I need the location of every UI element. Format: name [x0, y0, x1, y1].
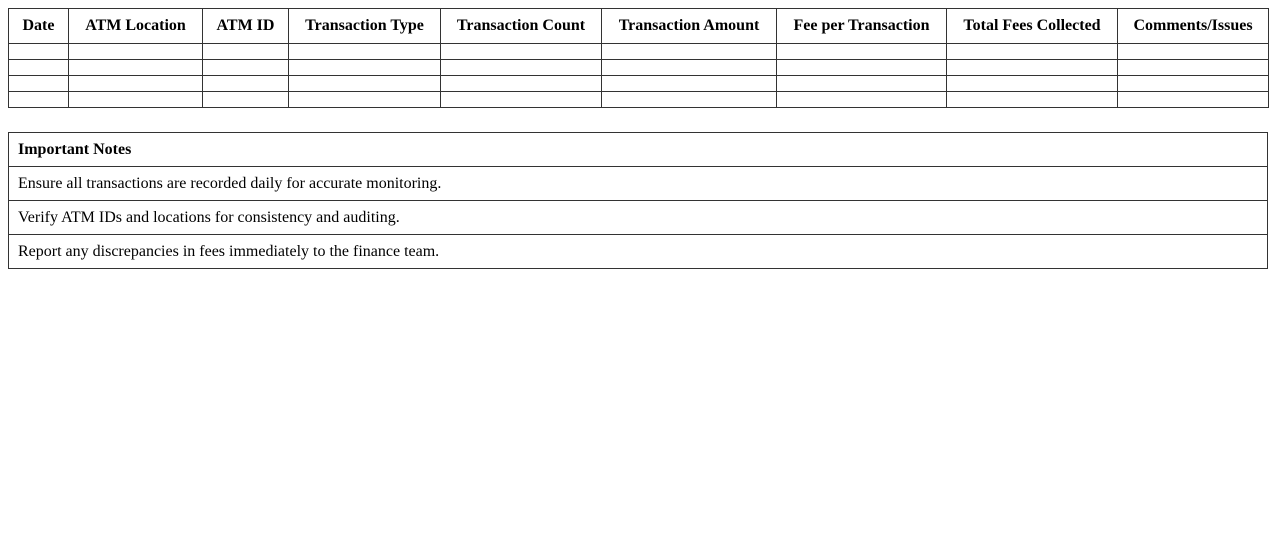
empty-cell	[9, 60, 69, 76]
empty-cell	[441, 76, 602, 92]
column-header-atm-location: ATM Location	[69, 9, 203, 44]
empty-cell	[1118, 60, 1269, 76]
empty-cell	[602, 44, 777, 60]
column-header-fee-per-transaction: Fee per Transaction	[777, 9, 947, 44]
empty-cell	[602, 60, 777, 76]
empty-cell	[203, 92, 289, 108]
empty-cell	[9, 44, 69, 60]
column-header-date: Date	[9, 9, 69, 44]
empty-cell	[947, 92, 1118, 108]
note-item: Report any discrepancies in fees immediately to the finance team.	[9, 235, 1268, 269]
empty-cell	[203, 60, 289, 76]
empty-cell	[441, 92, 602, 108]
empty-cell	[441, 60, 602, 76]
empty-cell	[441, 44, 602, 60]
empty-cell	[947, 76, 1118, 92]
empty-cell	[203, 44, 289, 60]
empty-cell	[777, 76, 947, 92]
atm-table-header-row	[9, 9, 1269, 44]
empty-cell	[602, 92, 777, 108]
table-row	[9, 60, 1269, 76]
note-row	[9, 235, 1268, 269]
notes-title: Important Notes	[9, 133, 1268, 167]
empty-cell	[602, 76, 777, 92]
empty-cell	[1118, 44, 1269, 60]
column-header-transaction-amount: Transaction Amount	[602, 9, 777, 44]
column-header-atm-id: ATM ID	[203, 9, 289, 44]
notes-title-row	[9, 133, 1268, 167]
table-row	[9, 44, 1269, 60]
empty-cell	[289, 44, 441, 60]
note-item: Ensure all transactions are recorded daily for accurate monitoring.	[9, 167, 1268, 201]
empty-cell	[9, 92, 69, 108]
column-header-transaction-count: Transaction Count	[441, 9, 602, 44]
empty-cell	[947, 60, 1118, 76]
table-row	[9, 76, 1269, 92]
column-header-total-fees-collected: Total Fees Collected	[947, 9, 1118, 44]
empty-cell	[69, 44, 203, 60]
empty-cell	[1118, 76, 1269, 92]
atm-fee-tracking-table	[8, 8, 1269, 108]
column-header-comments-issues: Comments/Issues	[1118, 9, 1269, 44]
empty-cell	[9, 76, 69, 92]
empty-cell	[69, 92, 203, 108]
note-row	[9, 167, 1268, 201]
empty-cell	[69, 60, 203, 76]
empty-cell	[203, 76, 289, 92]
atm-table-body	[9, 44, 1269, 108]
empty-cell	[69, 76, 203, 92]
empty-cell	[777, 92, 947, 108]
column-header-transaction-type: Transaction Type	[289, 9, 441, 44]
empty-cell	[777, 60, 947, 76]
note-row	[9, 201, 1268, 235]
empty-cell	[289, 92, 441, 108]
empty-cell	[777, 44, 947, 60]
note-item: Verify ATM IDs and locations for consistency and auditing.	[9, 201, 1268, 235]
table-row	[9, 92, 1269, 108]
empty-cell	[289, 60, 441, 76]
empty-cell	[289, 76, 441, 92]
empty-cell	[1118, 92, 1269, 108]
important-notes-table	[8, 132, 1268, 269]
atm-table-header	[9, 9, 1269, 44]
empty-cell	[947, 44, 1118, 60]
